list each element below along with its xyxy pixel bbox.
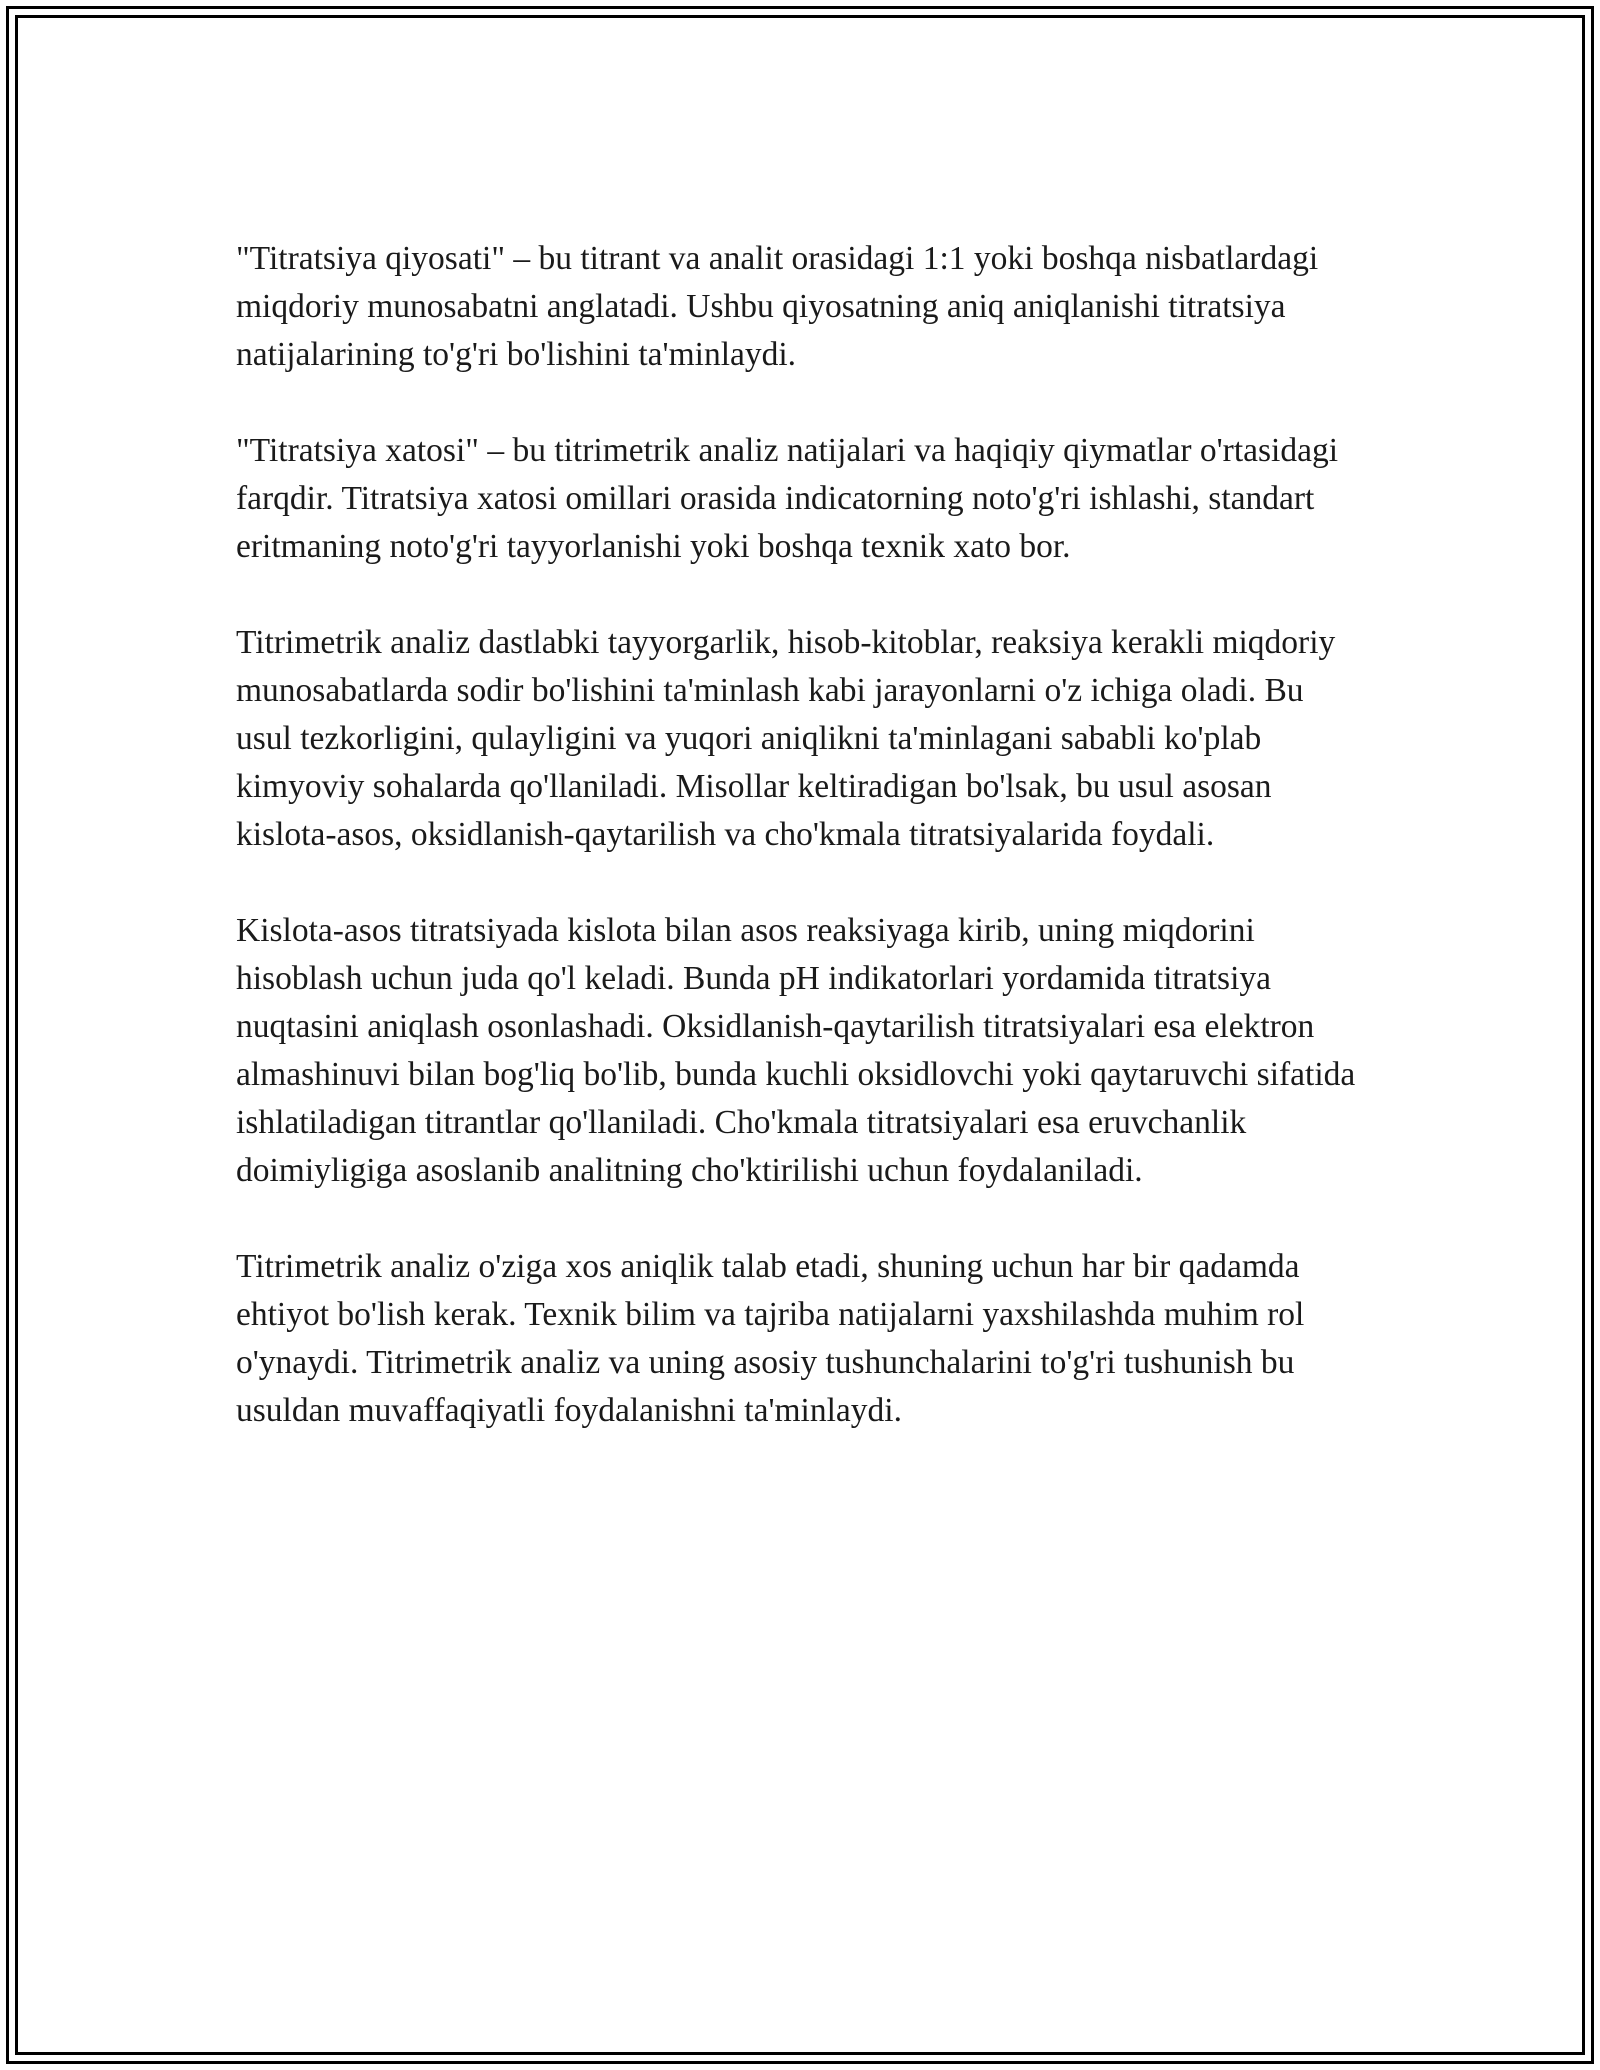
paragraph-conclusion: Titrimetrik analiz o'ziga xos aniqlik talab etadi, shuning uchun har bir qadamda ehtiyot bo'lish kerak. Texnik bilim va tajriba natijalarni yaxshilashda muhim rol o'ynaydi. Titrimetrik analiz va uning asosiy tushunchalarini to'g'ri tushunish bu usuldan muvaffaqiyatli foydalanishni ta'minlaydi. bbox=[236, 1248, 1305, 1429]
paragraph-titration-ratio: "Titratsiya qiyosati" – bu titrant va analit orasidagi 1:1 yoki boshqa nisbatlardagi miqdoriy munosabatni anglatadi. Ushbu qiyosatning aniq aniqlanishi titratsiya natijalarining to'g'ri bo'lishini ta'minlaydi. bbox=[236, 240, 1319, 373]
paragraph-titrimetric-analysis: Titrimetrik analiz dastlabki tayyorgarlik, hisob-kitoblar, reaksiya kerakli miqdoriy munosabatlarda sodir bo'lishini ta'minlash kabi jarayonlarni o'z ichiga oladi. Bu usul tezkorligini, qulayligini va yuqori aniqlikni ta'minlagani sababli ko'plab kimyoviy sohalarda qo'llaniladi. Misollar keltiradigan bo'lsak, bu usul asosan kislota-asos, oksidlanish-qaytarilish va cho'kmala titratsiyalarida foydali. bbox=[236, 624, 1336, 853]
paragraph-titration-error: "Titratsiya xatosi" – bu titrimetrik analiz natijalari va haqiqiy qiymatlar o'rtasidagi farqdir. Titratsiya xatosi omillari orasida indicatorning noto'g'ri ishlashi, standart eritmaning noto'g'ri tayyorlanishi yoki boshqa texnik xato bor. bbox=[236, 432, 1339, 565]
paragraph-titration-types: Kislota-asos titratsiyada kislota bilan asos reaksiyaga kirib, uning miqdorini hisoblash uchun juda qo'l keladi. Bunda pH indikatorlari yordamida titratsiya nuqtasini aniqlash osonlashadi. Oksidlanish-qaytarilish titratsiyalari esa elektron almashinuvi bilan bog'liq bo'lib, bunda kuchli oksidlovchi yoki qaytaruvchi sifatida ishlatiladigan titrantlar qo'llaniladi. Cho'kmala titratsiyalari esa eruvchanlik doimiyligiga asoslanib analitning cho'ktirilishi uchun foydalaniladi. bbox=[236, 912, 1356, 1189]
document-body bbox=[236, 235, 1356, 1435]
